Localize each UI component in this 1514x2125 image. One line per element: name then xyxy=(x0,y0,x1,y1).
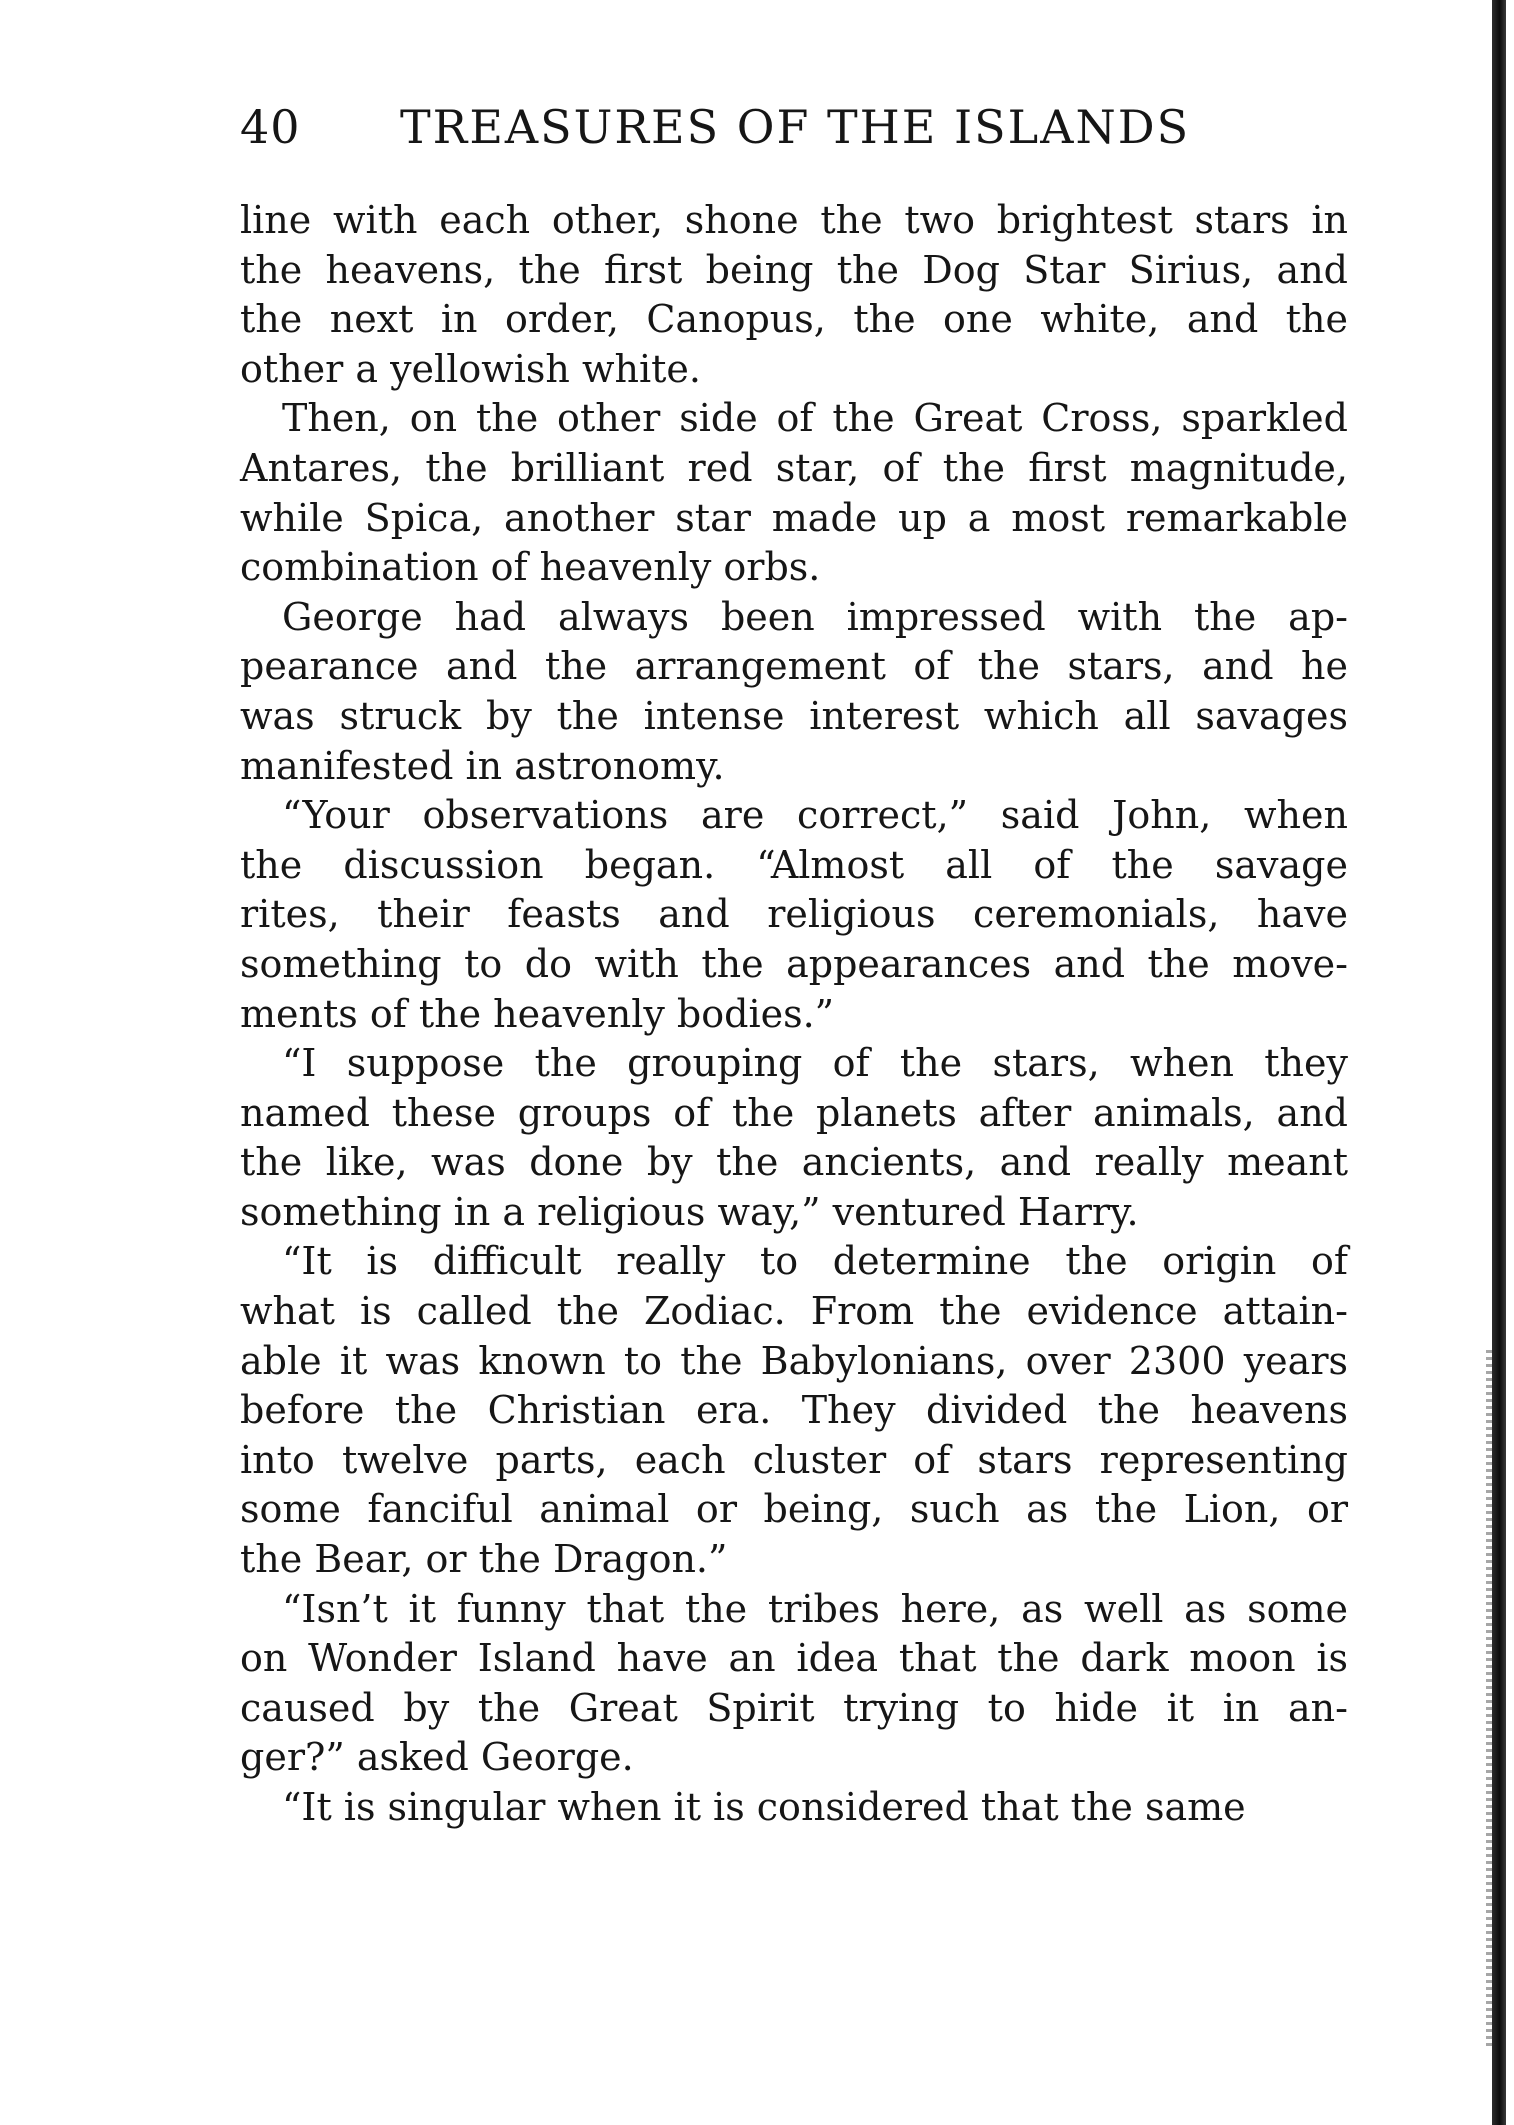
text-line: ger?” asked George. xyxy=(240,1735,634,1780)
text-line: Then, on the other side of the Great Cross, sparkled xyxy=(282,396,1348,441)
page-header xyxy=(240,100,1350,160)
text-line: the next in order, Canopus, the one white, and the xyxy=(240,297,1348,342)
text-line: some fanciful animal or being, such as the Lion, or xyxy=(240,1487,1348,1532)
text-line: combination of heavenly orbs. xyxy=(240,545,821,590)
text-line: “Your observations are correct,” said John, when xyxy=(282,793,1348,838)
text-line: was struck by the intense interest which all savages xyxy=(240,693,1348,738)
text-line: line with each other, shone the two brightest stars in xyxy=(240,198,1348,242)
text-line: pearance and the arrangement of the stars, and he xyxy=(240,644,1348,689)
page-spine-edge xyxy=(1492,0,1506,2125)
running-title: TREASURES OF THE ISLANDS xyxy=(400,100,1191,154)
text-line: other a yellowish white. xyxy=(240,346,701,391)
text-line: “It is difficult really to determine the origin of xyxy=(282,1239,1348,1284)
text-line: able it was known to the Babylonians, over 2300 years xyxy=(240,1338,1348,1383)
text-line: rites, their feasts and religious ceremonials, have xyxy=(240,892,1348,937)
body-text xyxy=(240,196,1348,1833)
text-line: the like, was done by the ancients, and really meant xyxy=(240,1140,1348,1185)
text-line: manifested in astronomy. xyxy=(240,743,725,788)
text-line: ments of the heavenly bodies.” xyxy=(240,991,835,1036)
text-line: the heavens, the first being the Dog Star Sirius, and xyxy=(240,247,1348,292)
page-number: 40 xyxy=(240,100,301,154)
text-line: George had always been impressed with the ap- xyxy=(282,594,1348,639)
text-line: Antares, the brilliant red star, of the first magnitude, xyxy=(240,445,1348,490)
text-line: the Bear, or the Dragon.” xyxy=(240,1537,728,1582)
text-line: named these groups of the planets after animals, and xyxy=(240,1090,1348,1135)
text-line: “Isn’t it funny that the tribes here, as well as some xyxy=(282,1586,1348,1631)
text-line: something in a religious way,” ventured Harry. xyxy=(240,1189,1139,1234)
text-line: the discussion began. “Almost all of the savage xyxy=(240,842,1348,887)
text-line: on Wonder Island have an idea that the dark moon is xyxy=(240,1636,1348,1681)
text-line: “I suppose the grouping of the stars, when they xyxy=(282,1041,1348,1086)
text-line: into twelve parts, each cluster of stars representing xyxy=(240,1437,1348,1482)
text-line: before the Christian era. They divided the heavens xyxy=(240,1388,1348,1433)
text-line: “It is singular when it is considered that the same xyxy=(282,1785,1246,1829)
text-line: what is called the Zodiac. From the evidence attain- xyxy=(240,1289,1348,1334)
text-line: something to do with the appearances and the move- xyxy=(240,941,1348,986)
text-line: while Spica, another star made up a most remarkable xyxy=(240,495,1348,540)
text-line: caused by the Great Spirit trying to hide it in an- xyxy=(240,1685,1348,1730)
